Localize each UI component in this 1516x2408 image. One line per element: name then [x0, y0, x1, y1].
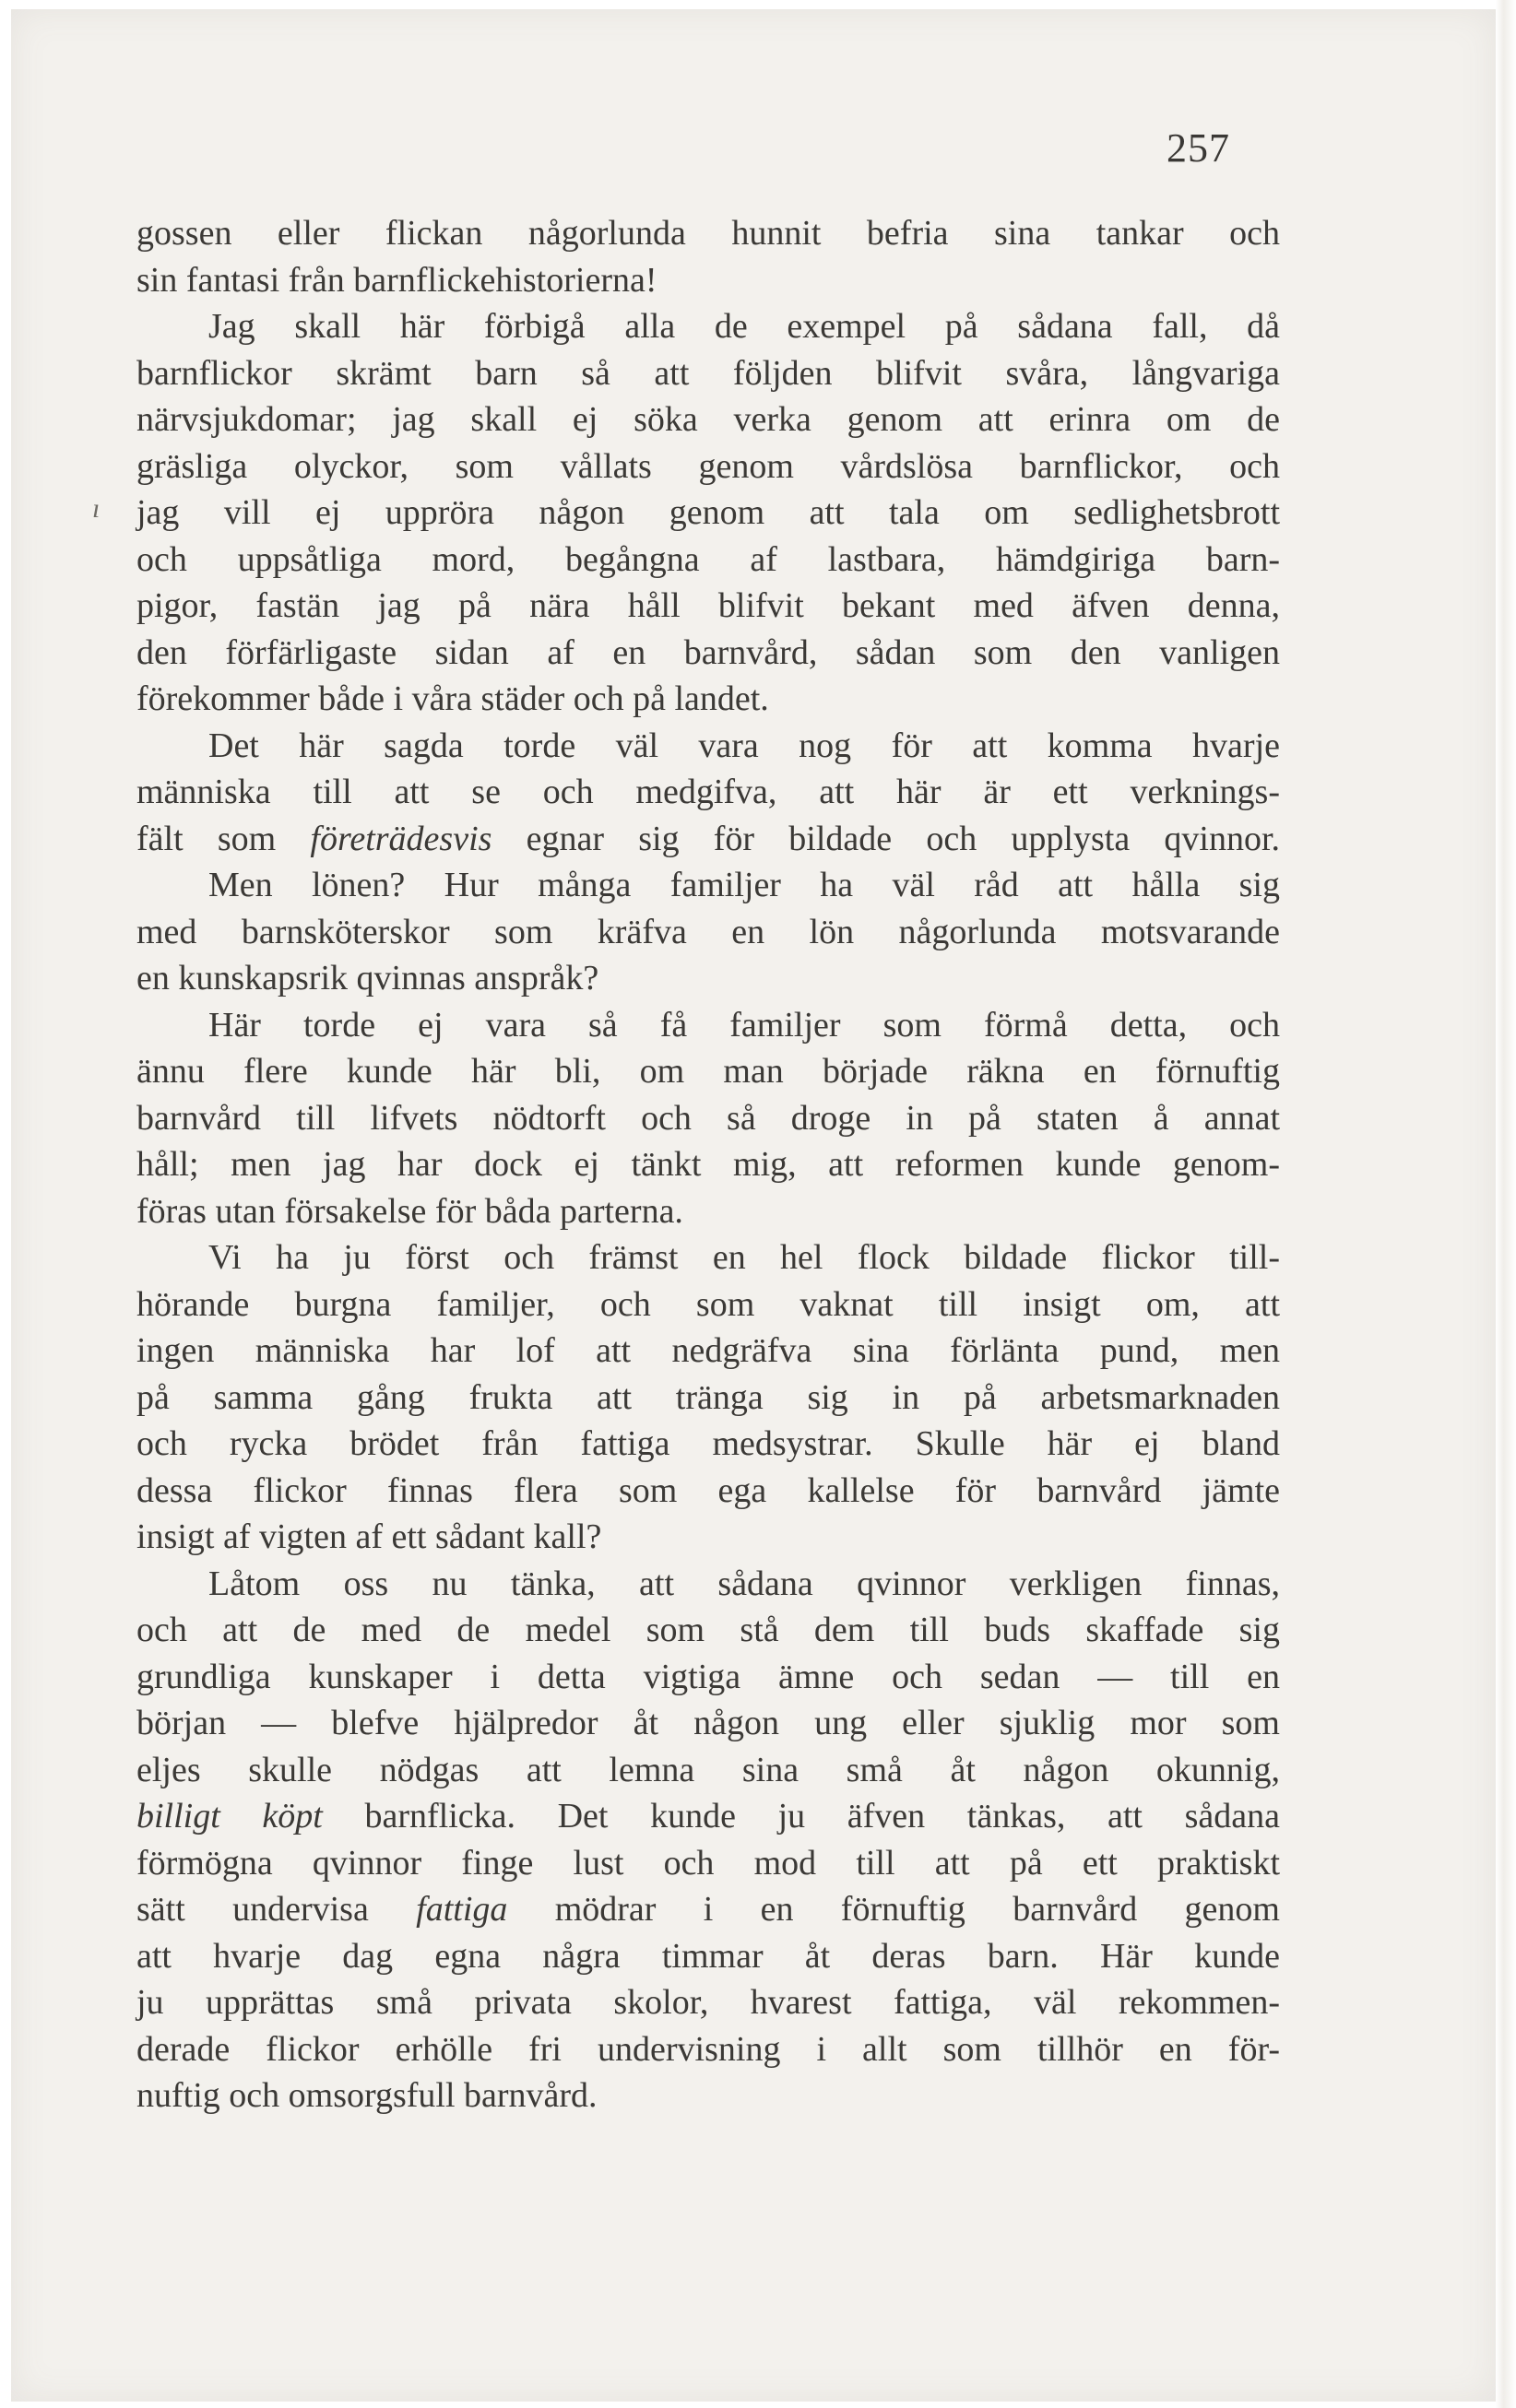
page-number: 257 — [1167, 125, 1230, 171]
emphasis-text: fattiga — [416, 1890, 508, 1929]
text-line: eljes skulle nödgas att lemna sina små åt någon okunnig, — [136, 1750, 1280, 1789]
text-line: hörande burgna familjer, och som vaknat till insigt om, att — [136, 1284, 1280, 1324]
body-text — [136, 210, 1280, 2119]
text-line: insigt af vigten af ett sådant kall? — [136, 1517, 602, 1556]
emphasis-text: billigt köpt — [136, 1797, 323, 1836]
scan-edge — [1496, 0, 1516, 2408]
text-line: nuftig och omsorgsfull barnvård. — [136, 2076, 598, 2115]
text-line: att hvarje dag egna några timmar åt deras barn. Här kunde — [136, 1936, 1280, 1976]
margin-mark: ı — [92, 493, 101, 524]
text-line: sin fantasi från barnflickehistorierna! — [136, 260, 657, 300]
text-line: den förfärligaste sidan af en barnvård, sådan som den vanligen — [136, 632, 1280, 672]
text-line: och uppsåtliga mord, begångna af lastbara, hämdgiriga barn- — [136, 539, 1280, 579]
text-line: förekommer både i våra städer och på landet. — [136, 679, 769, 718]
text-line: barnvård till lifvets nödtorft och så droge in på staten å annat — [136, 1098, 1280, 1138]
text-line: förmögna qvinnor finge lust och mod till att på ett praktiskt — [136, 1843, 1280, 1883]
text-segment: barnflicka. Det kunde ju äfven tänkas, att sådana — [322, 1797, 1280, 1836]
text-segment: fält som — [136, 819, 311, 858]
text-line: föras utan försakelse för båda parterna. — [136, 1191, 683, 1231]
text-line: ännu flere kunde här bli, om man började räkna en förnuftig — [136, 1052, 1280, 1091]
text-segment: mödrar i en förnuftig barnvård genom — [507, 1890, 1280, 1929]
text-line: Vi ha ju först och främst en hel flock bildade flickor till- — [208, 1238, 1280, 1277]
text-line: en kunskapsrik qvinnas anspråk? — [136, 959, 599, 997]
text-line: dessa flickor finnas flera som ega kallelse för barnvård jämte — [136, 1470, 1280, 1510]
text-line: grundliga kunskaper i detta vigtiga ämne och sedan — till en — [136, 1657, 1280, 1696]
text-line-with-emphasis — [136, 1886, 1280, 1933]
text-line: Jag skall här förbigå alla de exempel på sådana fall, då — [208, 307, 1280, 346]
text-line: gräsliga olyckor, som vållats genom vårdslösa barnflickor, och — [136, 446, 1280, 486]
text-line: med barnsköterskor som kräfva en lön någorlunda motsvarande — [136, 912, 1280, 951]
text-line: barnflickor skrämt barn så att följden blifvit svåra, långvariga — [136, 353, 1280, 393]
text-line: Här torde ej vara så få familjer som förmå detta, och — [208, 1005, 1280, 1045]
text-line: Det här sagda torde väl vara nog för att komma hvarje — [208, 726, 1280, 765]
text-line: på samma gång frukta att tränga sig in på arbetsmarknaden — [136, 1377, 1280, 1417]
text-line: derade flickor erhölle fri undervisning i allt som tillhör en för- — [136, 2029, 1280, 2069]
text-line-with-emphasis — [136, 1793, 1280, 1840]
text-segment: sätt undervisa — [136, 1890, 417, 1929]
text-line: och rycka brödet från fattiga medsystrar. Skulle här ej bland — [136, 1424, 1280, 1463]
text-line: ingen människa har lof att nedgräfva sina förlänta pund, men — [136, 1331, 1280, 1370]
text-line: människa till att se och medgifva, att här är ett verknings- — [136, 773, 1280, 811]
text-line: pigor, fastän jag på nära håll blifvit bekant med äfven denna, — [136, 586, 1280, 625]
text-line: gossen eller flickan någorlunda hunnit befria sina tankar och — [136, 214, 1280, 253]
text-line: närvsjukdomar; jag skall ej söka verka genom att erinra om de — [136, 400, 1280, 439]
text-line: början — blefve hjälpredor åt någon ung eller sjuklig mor som — [136, 1704, 1280, 1742]
emphasis-text: företrädesvis — [310, 819, 492, 858]
text-line: ju upprättas små privata skolor, hvarest fattiga, väl rekommen- — [136, 1983, 1280, 2022]
text-line: och att de med de medel som stå dem till buds skaffade sig — [136, 1611, 1280, 1649]
text-line: håll; men jag har dock ej tänkt mig, att reformen kunde genom- — [136, 1145, 1280, 1184]
text-line: Men lönen? Hur många familjer ha väl råd att hålla sig — [208, 866, 1280, 904]
text-line: Låtom oss nu tänka, att sådana qvinnor verkligen finnas, — [208, 1564, 1280, 1603]
text-segment: egnar sig för bildade och upplysta qvinnor. — [492, 819, 1281, 858]
text-line-with-emphasis — [136, 816, 1280, 863]
text-line: jag vill ej uppröra någon genom att tala om sedlighetsbrott — [136, 493, 1280, 532]
